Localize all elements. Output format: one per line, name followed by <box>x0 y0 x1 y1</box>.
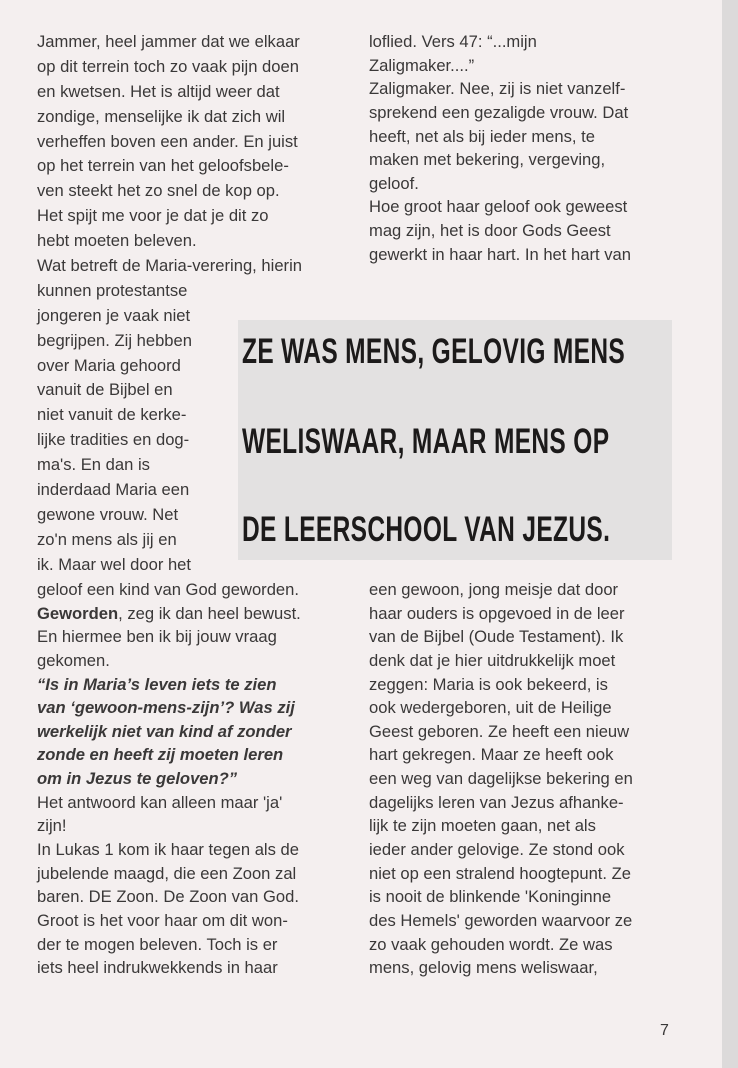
text-line: lijk te zijn moeten gaan, net als <box>369 816 596 836</box>
text-line: op het terrein van het geloofsbele- <box>37 156 289 176</box>
text-line: In Lukas 1 kom ik haar tegen als de <box>37 840 299 860</box>
right-column-bottom <box>369 578 633 980</box>
page-number: 7 <box>660 1022 669 1039</box>
text-line: ma's. En dan is <box>37 455 150 475</box>
text-line: mens, gelovig mens weliswaar, <box>369 958 598 978</box>
text-line: Zaligmaker....” <box>369 55 475 75</box>
text-line: werkelijk niet van kind af zonder <box>37 721 292 741</box>
text-line: zonde en heeft zij moeten leren <box>37 745 284 765</box>
text-line: vanuit de Bijbel en <box>37 380 173 400</box>
text-line: dagelijks leren van Jezus afhanke- <box>369 792 624 812</box>
text-line: zo'n mens als jij en <box>37 529 177 549</box>
text-line: een weg van dagelijkse bekering en <box>369 769 633 789</box>
text-line: loflied. Vers 47: “...mijn <box>369 32 537 51</box>
text-line: zeggen: Maria is ook bekeerd, is <box>369 674 608 694</box>
text-line: ieder ander gelovige. Ze stond ook <box>369 840 625 860</box>
text-line: iets heel indrukwekkends in haar <box>37 958 278 978</box>
text-line: ook wedergeboren, uit de Heilige <box>369 698 612 718</box>
text-line: des Hemels' geworden waarvoor ze <box>369 910 633 930</box>
text-line: der te mogen beleven. Toch is er <box>37 934 278 954</box>
text-line: geloof. <box>369 173 419 193</box>
text-line: haar ouders is opgevoed in de leer <box>369 603 625 623</box>
page-edge <box>722 0 738 1068</box>
text-line: geloof een kind van God geworden. <box>37 580 299 599</box>
text-line: is nooit de blinkende 'Koninginne <box>369 887 612 907</box>
bold-text: Geworden <box>37 603 119 623</box>
text-line: heeft, net als bij ieder mens, te <box>369 126 595 146</box>
text-line: niet op een stralend hoogtepunt. Ze <box>369 863 632 883</box>
text-line: inderdaad Maria een <box>37 480 190 500</box>
text-line: “Is in Maria’s leven iets te zien <box>37 674 277 694</box>
text-line: niet vanuit de kerke- <box>37 405 187 425</box>
text-line: ven steekt het zo snel de kop op. <box>37 181 280 201</box>
text-line: maken met bekering, vergeving, <box>369 150 606 170</box>
pull-quote <box>238 320 672 560</box>
text-line: zijn! <box>37 816 67 836</box>
text-line: jubelende maagd, die een Zoon zal <box>37 863 297 883</box>
text-line: Het spijt me voor je dat je dit zo <box>37 206 269 226</box>
pull-quote-line: WELISWAAR, MAAR MENS OP <box>242 422 610 461</box>
text-line: en kwetsen. Het is altijd weer dat <box>37 81 280 101</box>
text-line: zondige, menselijke ik dat zich wil <box>37 106 286 126</box>
text-line: gewone vrouw. Net <box>37 504 179 524</box>
text-line: verheffen boven een ander. En juist <box>37 131 298 151</box>
text-line: lijke tradities en dog- <box>37 430 190 450</box>
text-line: ik. Maar wel door het <box>37 554 192 574</box>
text-line: van ‘gewoon-mens-zijn’? Was zij <box>37 698 295 718</box>
text-line: Geest geboren. Ze heeft een nieuw <box>369 721 630 741</box>
text-line <box>37 602 301 626</box>
text-line: hart gekregen. Maar ze heeft ook <box>369 745 614 765</box>
text-line: Jammer, heel jammer dat we elkaar <box>37 32 300 51</box>
text: , zeg ik dan heel bewust. <box>118 603 301 623</box>
text-line: op dit terrein toch zo vaak pijn doen <box>37 56 299 76</box>
text-line: jongeren je vaak niet <box>37 305 191 325</box>
text-line: denk dat je hier uitdrukkelijk moet <box>369 650 616 670</box>
text-line: Hoe groot haar geloof ook geweest <box>369 197 628 217</box>
text-line: over Maria gehoord <box>37 355 181 375</box>
text-line: om in Jezus te geloven?” <box>37 769 238 789</box>
pull-quote-line: DE LEERSCHOOL VAN JEZUS. <box>242 510 611 549</box>
text-line: een gewoon, jong meisje dat door <box>369 580 619 599</box>
text-line: Zaligmaker. Nee, zij is niet vanzelf- <box>369 79 626 99</box>
text-line: hebt moeten beleven. <box>37 231 197 251</box>
left-column-bottom <box>37 578 301 980</box>
text-line: gekomen. <box>37 650 110 670</box>
pull-quote-line: ZE WAS MENS, GELOVIG MENS <box>242 332 626 371</box>
right-column-top <box>369 30 631 266</box>
text-line: sprekend een gezaligde vrouw. Dat <box>369 102 629 122</box>
text-line: gewerkt in haar hart. In het hart van <box>369 244 631 264</box>
text-line: Wat betreft de Maria-verering, hierin <box>37 256 302 276</box>
text-line: Groot is het voor haar om dit won- <box>37 910 288 930</box>
text-line: van de Bijbel (Oude Testament). Ik <box>369 627 624 647</box>
text-line: kunnen protestantse <box>37 280 188 300</box>
text-line: En hiermee ben ik bij jouw vraag <box>37 627 277 647</box>
text-line: baren. DE Zoon. De Zoon van God. <box>37 887 299 907</box>
text-line: mag zijn, het is door Gods Geest <box>369 221 611 241</box>
text-line: zo vaak gehouden wordt. Ze was <box>369 934 613 954</box>
text-line: begrijpen. Zij hebben <box>37 330 192 350</box>
text-line: Het antwoord kan alleen maar 'ja' <box>37 792 283 812</box>
